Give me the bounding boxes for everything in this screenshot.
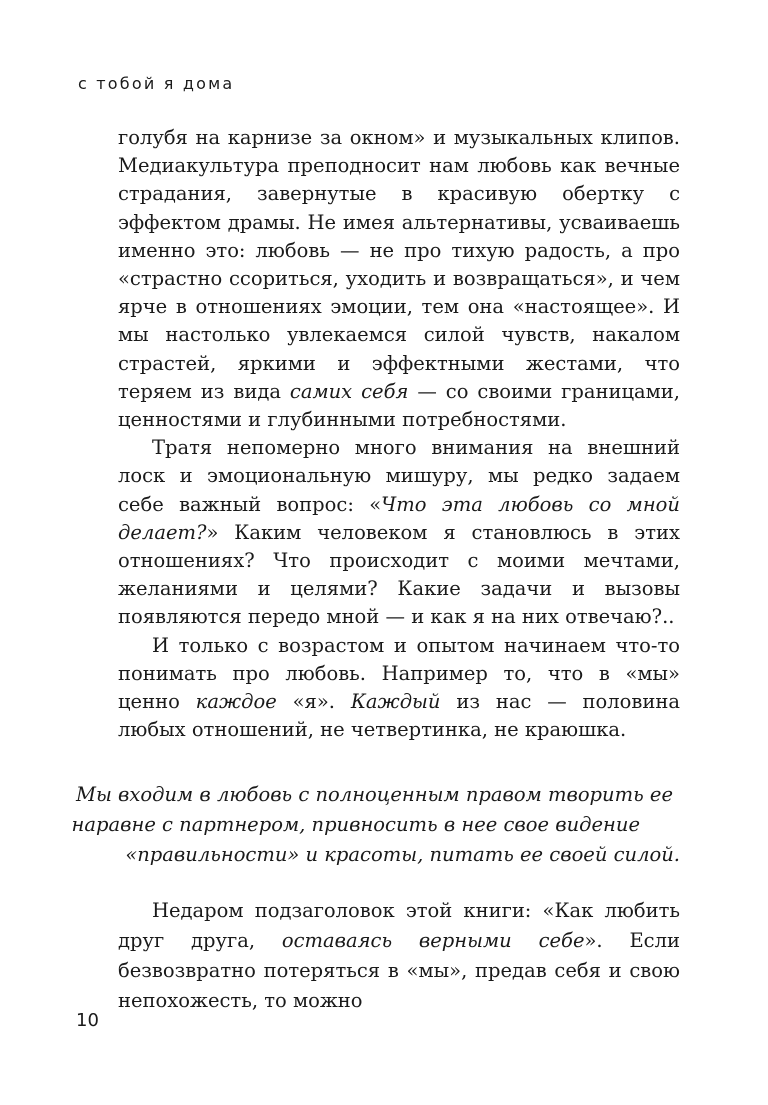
paragraph-1-emphasis: самих себя [289,379,409,403]
paragraph-2-emphasis: Что эта любовь со мной делает? [118,492,680,544]
paragraph-3-text-c: из нас — половина любых отношений, не четвертинка, не краюшка. [118,690,681,742]
running-title: с тобой я дома [78,74,235,93]
paragraph-3-text-b: «я». [276,690,351,714]
pull-quote [60,780,680,870]
paragraph-1-text-a: голубя на карнизе за окном» и музыкальных клипов. Медиакультура преподносит нам любовь как вечные страдания, завернутые в красивую обертку с эффектом драмы. Не имея альтернативы, усваиваешь именно это: любовь — не про тихую радость, а про «страстно ссориться, уходить и возвращаться», и чем ярче в отношениях эмоции, тем она «настоящее». И мы настолько увлекаемся силой чувств, накалом страстей, яркими и эффектными жестами, что теряем из вида [118,126,680,403]
paragraph-3-emphasis-1: каждое [195,690,277,714]
paragraph-4-emphasis: оставаясь верными себе [281,929,585,952]
paragraph-3-emphasis-2: Каждый [350,690,441,714]
paragraph-2 [118,434,680,631]
body-text [118,124,680,744]
paragraph-2-text-a: Тратя непомерно много внимания на внешний лоск и эмоциональную мишуру, мы редко задаем себе важный вопрос: « [118,436,680,516]
paragraph-1-text-b: — со своими границами, ценностями и глубинными потребностями. [118,379,681,432]
page-number: 10 [76,1010,99,1031]
paragraph-4-text-a: Недаром подзаголовок этой книги: «Как любить друг друга, [118,899,680,952]
paragraph-3-text-a: И только с возрастом и опытом начинаем что-то понимать про любовь. Например то, что в «мы» ценно [118,633,680,714]
pull-quote-line-1: Мы входим в любовь с полноценным правом творить ее [76,783,673,806]
paragraph-4-text-b: ». Если безвозвратно потеряться в «мы», предав себя и свою непохожесть, то можно [118,929,680,1012]
pull-quote-line-2: наравне с партнером, привносить в нее свое видение [71,813,640,836]
paragraph-3 [118,632,680,745]
body-text-continued [118,896,680,1016]
paragraph-2-text-b: » Каким человеком я становлюсь в этих отношениях? Что происходит с моими мечтами, желаниями и целями? Какие задачи и вызовы появляются передо мной — и как я на них отвечаю?.. [118,520,680,629]
pull-quote-line-3: «правильности» и красоты, питать ее своей силой. [125,843,680,866]
paragraph-4 [118,896,680,1016]
paragraph-1 [118,124,680,434]
